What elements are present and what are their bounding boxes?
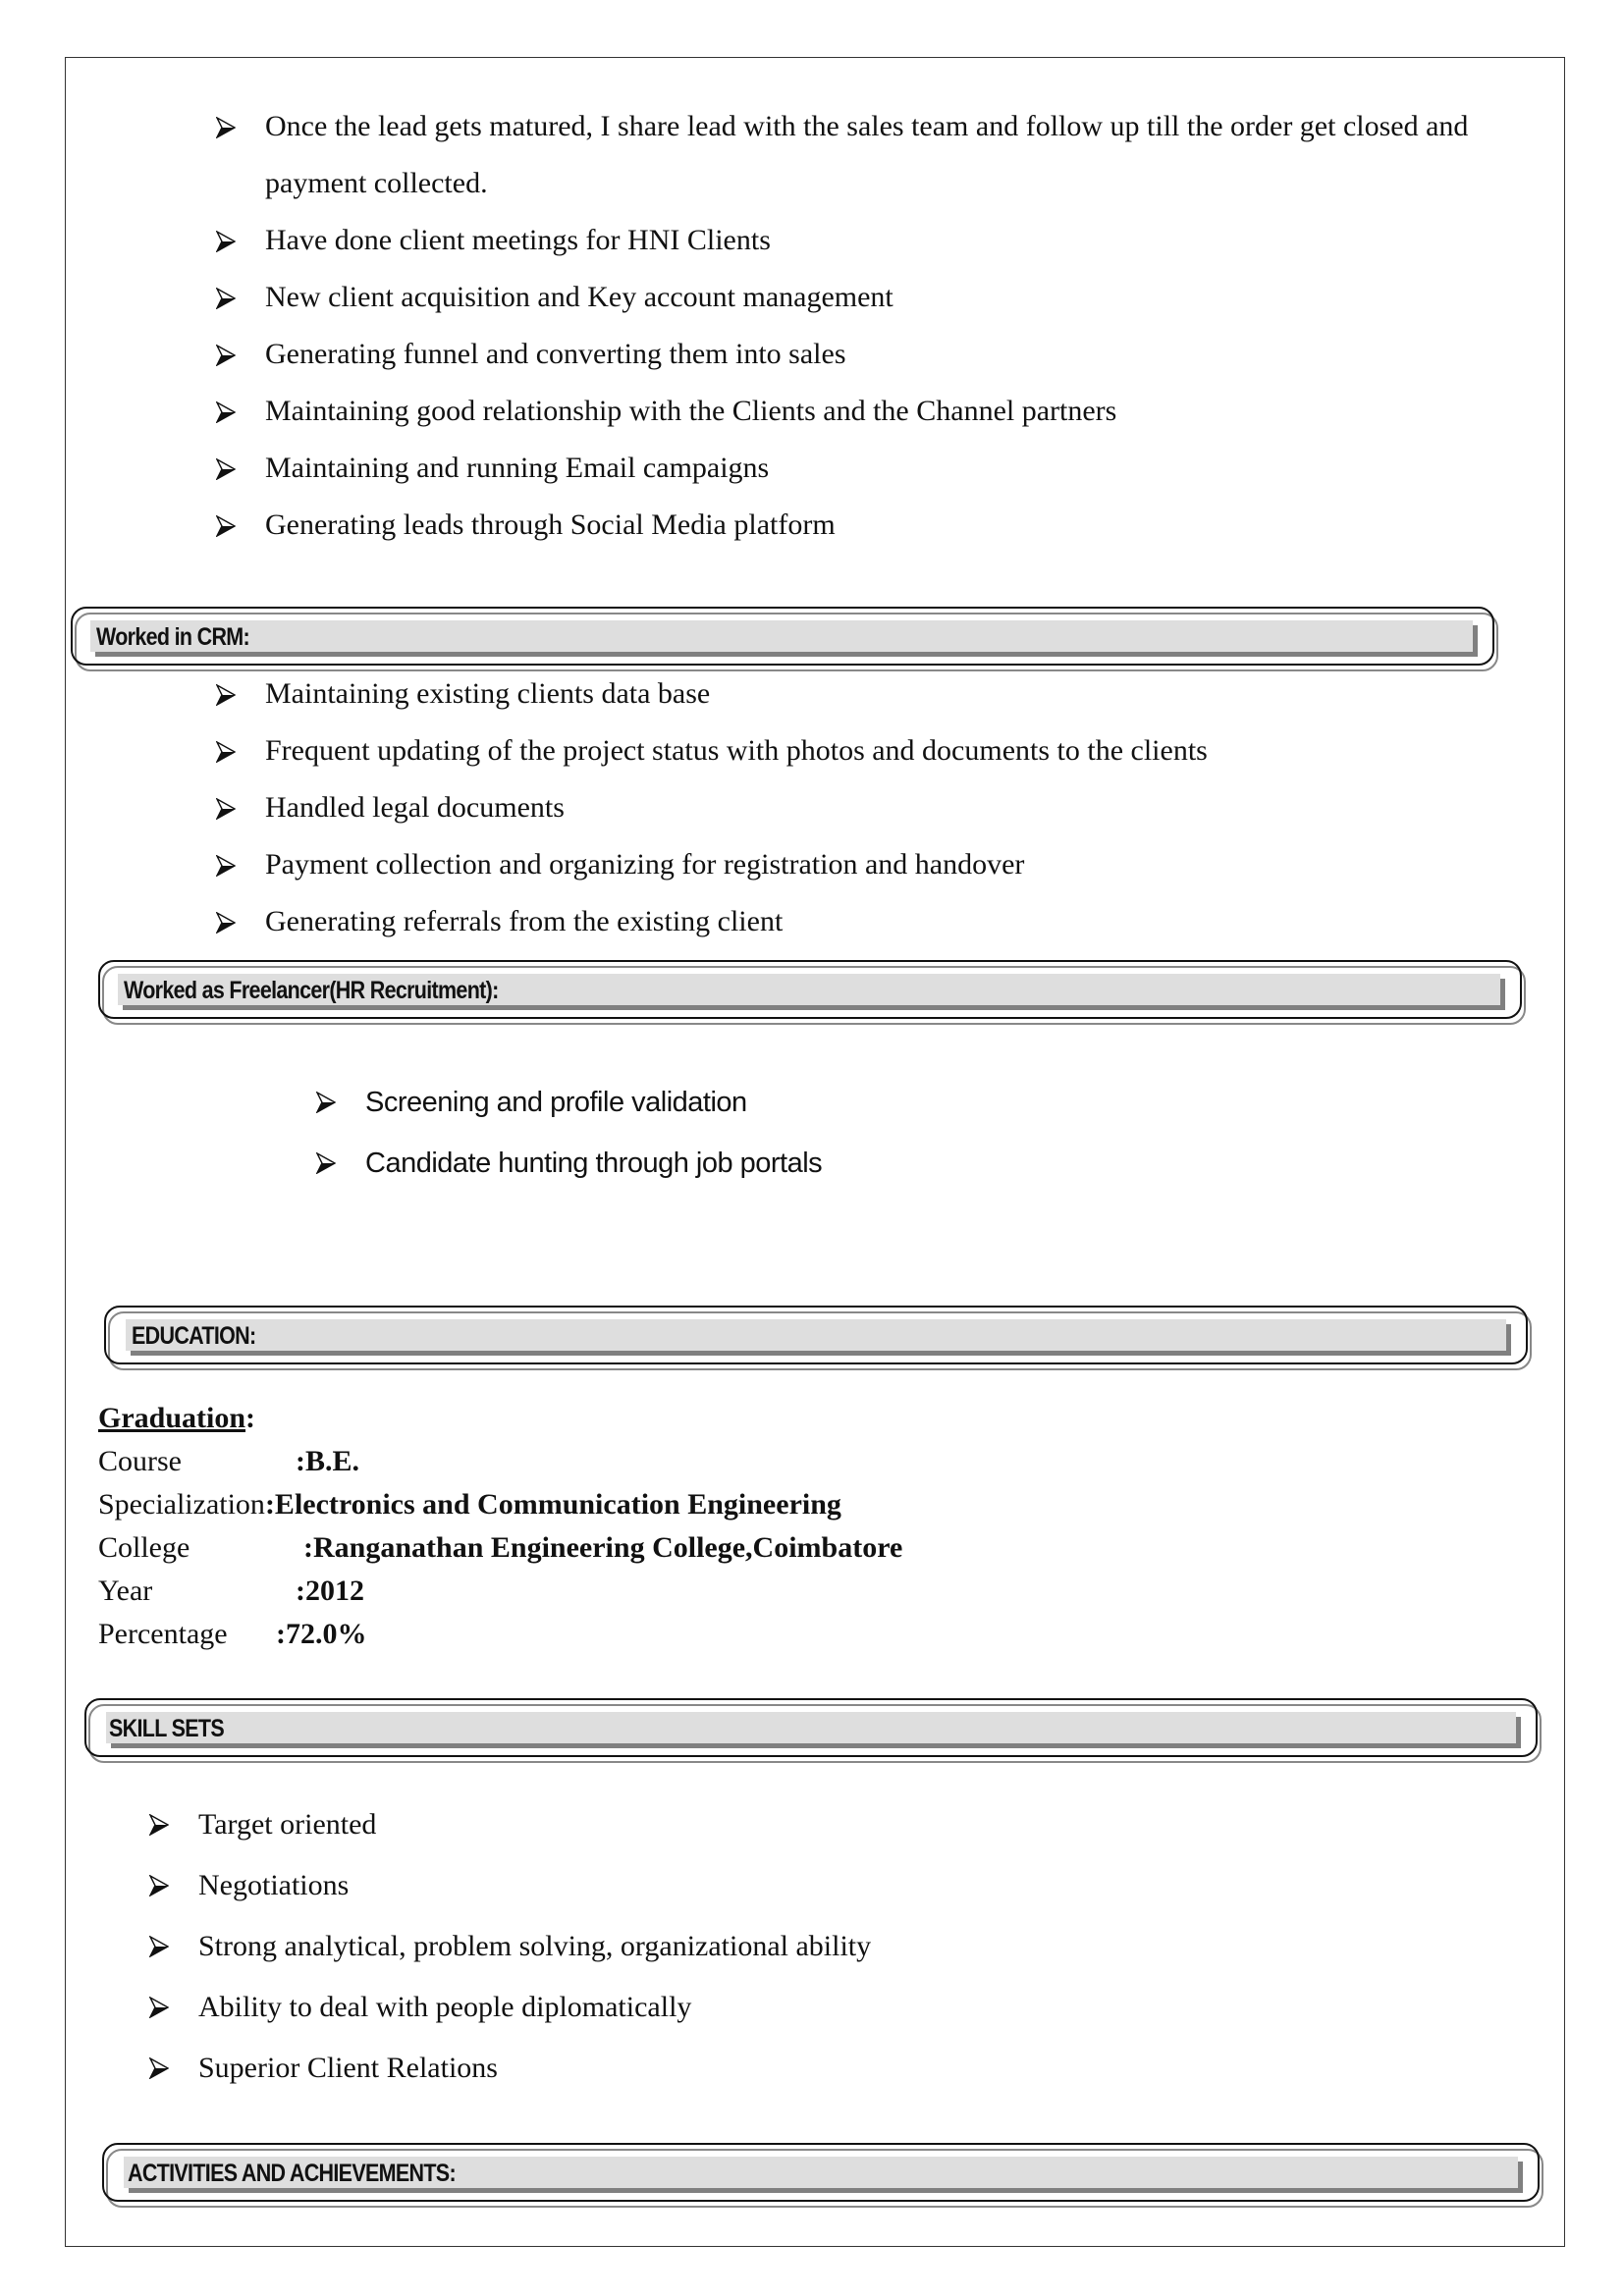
arrowhead-bullet-icon <box>216 515 236 537</box>
list-item <box>216 666 1542 722</box>
bullet-text: Target oriented <box>198 1808 377 1841</box>
arrowhead-bullet-icon <box>216 231 236 252</box>
list-item <box>216 440 1542 497</box>
bullet-text: Maintaining good relationship with the Clients and the Channel partners <box>265 395 1117 427</box>
list-item <box>149 1794 1426 1855</box>
bullet-text: Generating funnel and converting them into sales <box>265 338 846 370</box>
bullet-text: Payment collection and organizing for registration and handover <box>265 848 1025 881</box>
arrowhead-bullet-icon <box>216 684 236 706</box>
list-item <box>149 1855 1426 1916</box>
section-header-activities <box>102 2143 1540 2202</box>
section-title: ACTIVITIES AND ACHIEVEMENTS: <box>128 2160 456 2187</box>
bullet-text: Maintaining existing clients data base <box>265 677 711 710</box>
arrowhead-bullet-icon <box>216 458 236 480</box>
arrowhead-bullet-icon <box>216 798 236 820</box>
education-row-specialization <box>98 1488 841 1522</box>
bullet-text: Screening and profile validation <box>365 1087 747 1118</box>
bullet-text: Superior Client Relations <box>198 2052 498 2084</box>
field-value: :72.0% <box>276 1618 367 1650</box>
bullet-text: Generating leads through Social Media platform <box>265 508 836 541</box>
list-item <box>216 497 1542 554</box>
section-title: EDUCATION: <box>132 1322 256 1350</box>
section-header-crm <box>71 607 1494 666</box>
field-value: :B.E. <box>296 1445 360 1477</box>
arrowhead-bullet-icon <box>216 288 236 309</box>
bullet-text: Frequent updating of the project status with photos and documents to the clients <box>265 734 1208 767</box>
list-item <box>149 2038 1426 2099</box>
list-item <box>216 98 1542 212</box>
field-value: :Electronics and Communication Engineering <box>264 1488 841 1521</box>
list-item <box>216 836 1542 893</box>
graduation-heading <box>98 1402 255 1435</box>
arrowhead-bullet-icon <box>216 855 236 877</box>
education-row-percentage <box>98 1618 367 1651</box>
field-label: Specialization <box>98 1488 265 1521</box>
arrowhead-bullet-icon <box>216 741 236 763</box>
arrowhead-bullet-icon <box>216 401 236 423</box>
skills-bullet-list <box>149 1794 1426 2099</box>
list-item <box>316 1072 1298 1133</box>
arrowhead-bullet-icon <box>316 1152 336 1174</box>
arrowhead-bullet-icon <box>216 117 236 138</box>
crm-bullet-list <box>216 666 1542 950</box>
bullet-text: Strong analytical, problem solving, organizational ability <box>198 1930 872 1962</box>
field-label: Percentage <box>98 1618 228 1650</box>
bullet-text: Candidate hunting through job portals <box>365 1148 823 1179</box>
arrowhead-bullet-icon <box>216 345 236 366</box>
list-item <box>216 269 1542 326</box>
field-label: College <box>98 1531 190 1564</box>
header-bar <box>126 1319 1506 1351</box>
section-title: Worked in CRM: <box>96 623 249 651</box>
section-header-freelancer <box>98 960 1522 1019</box>
list-item <box>216 722 1542 779</box>
bullet-text: Once the lead gets matured, I share lead with the sales team and follow up till the order get closed and payment collected. <box>265 110 1469 199</box>
section-title: Worked as Freelancer(HR Recruitment): <box>124 977 499 1004</box>
list-item <box>149 1977 1426 2038</box>
list-item <box>316 1133 1298 1194</box>
graduation-title: Graduation <box>98 1402 246 1434</box>
education-row-college <box>98 1531 902 1565</box>
arrowhead-bullet-icon <box>149 1936 169 1957</box>
sales-bullet-list <box>216 98 1542 554</box>
bullet-text: Maintaining and running Email campaigns <box>265 452 770 484</box>
freelancer-bullet-list <box>316 1072 1298 1194</box>
header-bar <box>90 620 1473 652</box>
field-label: Year <box>98 1575 153 1607</box>
list-item <box>216 383 1542 440</box>
list-item <box>216 779 1542 836</box>
bullet-text: Negotiations <box>198 1869 350 1901</box>
arrowhead-bullet-icon <box>316 1092 336 1113</box>
section-header-skills <box>84 1698 1538 1757</box>
education-row-year <box>98 1575 364 1608</box>
header-bar <box>106 1712 1516 1743</box>
section-title: SKILL SETS <box>109 1715 224 1742</box>
section-header-education <box>104 1306 1528 1364</box>
bullet-text: Have done client meetings for HNI Clients <box>265 224 771 256</box>
graduation-colon: : <box>245 1402 256 1434</box>
arrowhead-bullet-icon <box>149 1875 169 1896</box>
arrowhead-bullet-icon <box>149 2057 169 2079</box>
arrowhead-bullet-icon <box>149 1997 169 2018</box>
list-item <box>149 1916 1426 1977</box>
arrowhead-bullet-icon <box>149 1814 169 1836</box>
field-value: :Ranganathan Engineering College,Coimbatore <box>303 1531 903 1564</box>
list-item <box>216 326 1542 383</box>
list-item <box>216 212 1542 269</box>
list-item <box>216 893 1542 950</box>
arrowhead-bullet-icon <box>216 912 236 934</box>
bullet-text: New client acquisition and Key account management <box>265 281 893 313</box>
field-value: :2012 <box>296 1575 364 1607</box>
education-row-course <box>98 1445 359 1478</box>
bullet-text: Generating referrals from the existing client <box>265 905 784 937</box>
bullet-text: Ability to deal with people diplomatically <box>198 1991 692 2023</box>
bullet-text: Handled legal documents <box>265 791 565 824</box>
field-label: Course <box>98 1445 182 1477</box>
